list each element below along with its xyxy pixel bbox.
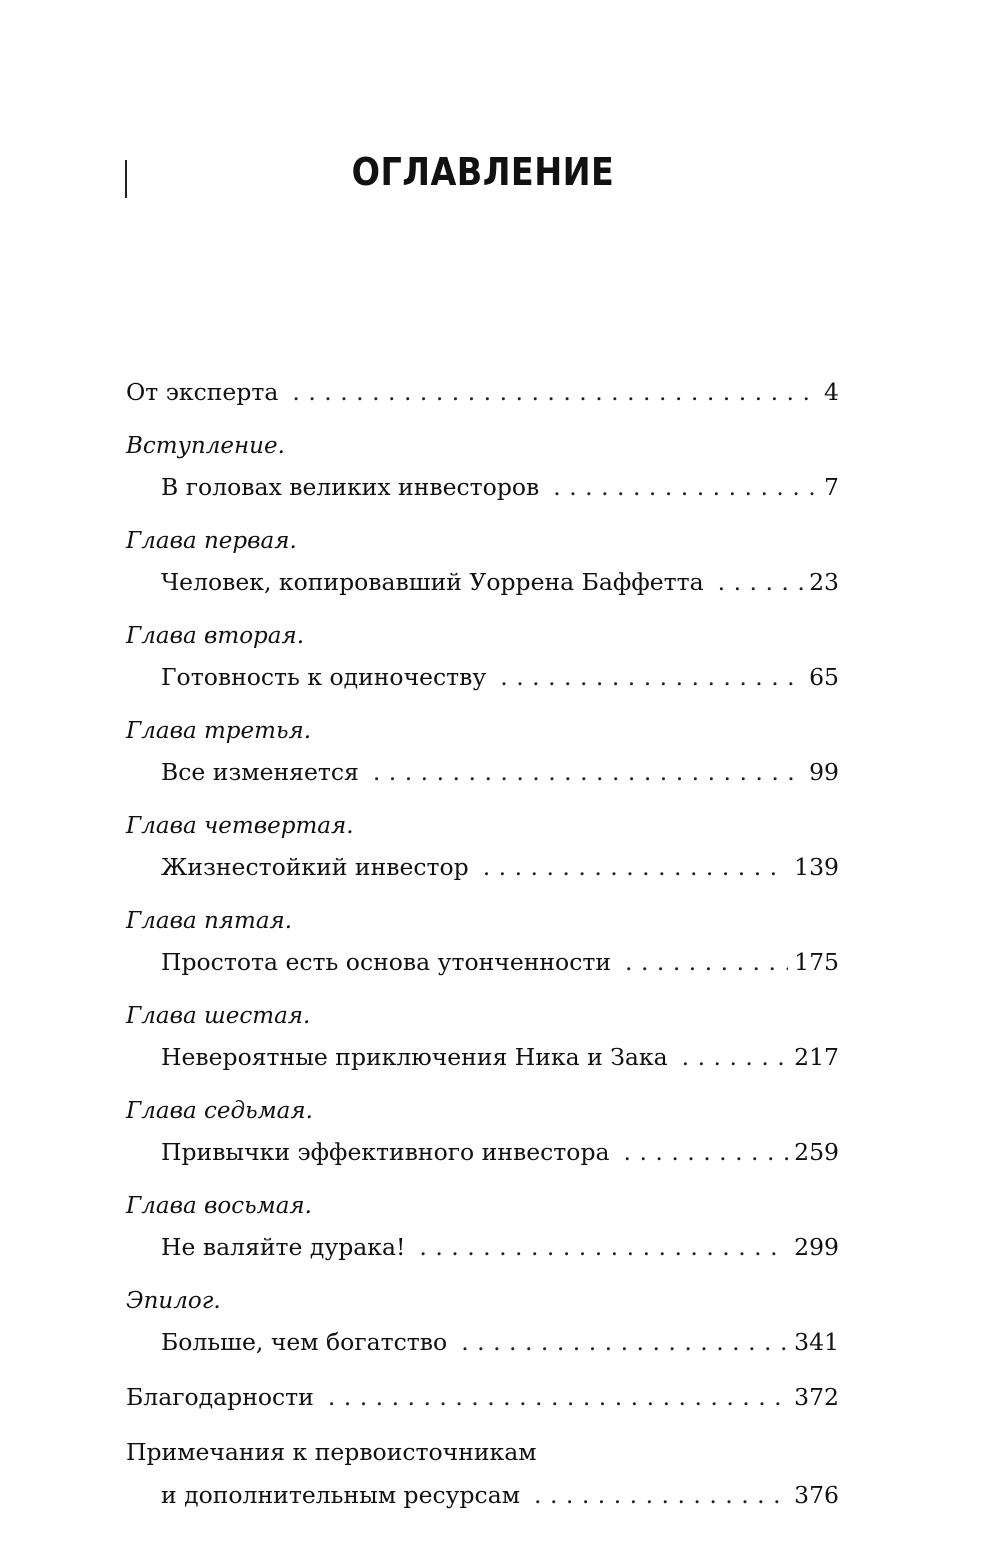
toc-entry-chapter-2[interactable] (126, 616, 839, 699)
toc-entry-label: Благодарности (126, 1383, 314, 1411)
toc-page-number: 341 (794, 1328, 839, 1356)
table-of-contents (126, 371, 839, 1529)
toc-entry-label: Привычки эффективного инвестора (161, 1138, 610, 1166)
toc-entry-label: От эксперта (126, 378, 279, 406)
toc-page-number: 23 (809, 568, 839, 596)
toc-section-label: Эпилог. (126, 1288, 221, 1314)
toc-section-label: Вступление. (126, 433, 285, 459)
leader-dots (419, 1226, 788, 1269)
toc-page-number: 217 (794, 1043, 839, 1071)
leader-dots (500, 656, 803, 699)
toc-entry-epilogue[interactable] (126, 1281, 839, 1364)
toc-entry-label: Больше, чем богатство (161, 1328, 448, 1356)
toc-page-number: 376 (794, 1481, 839, 1509)
toc-entry-label: Человек, копировавший Уоррена Баффетта (161, 568, 704, 596)
leader-dots (682, 1036, 789, 1079)
toc-section-label: Глава восьмая. (126, 1193, 312, 1219)
toc-entry-chapter-4[interactable] (126, 806, 839, 889)
toc-page-number: 175 (794, 948, 839, 976)
toc-page-number: 299 (794, 1233, 839, 1261)
page-title: ОГЛАВЛЕНИЕ (351, 150, 615, 194)
toc-section-label: Глава первая. (126, 528, 297, 554)
toc-entry-label: Готовность к одиночеству (161, 663, 487, 691)
toc-entry-chapter-1[interactable] (126, 521, 839, 604)
toc-page-number: 65 (809, 663, 839, 691)
leader-dots (328, 1376, 788, 1419)
toc-entry-expert[interactable] (126, 371, 839, 414)
toc-entry-acknowledgements[interactable] (126, 1376, 839, 1419)
toc-section-label: Глава вторая. (126, 623, 305, 649)
toc-entry-label: Примечания к первоисточникам (126, 1438, 537, 1466)
toc-section-label: Глава третья. (126, 718, 312, 744)
leader-dots (534, 1474, 788, 1517)
leader-dots (718, 561, 803, 604)
leader-dots (483, 846, 788, 889)
toc-entry-chapter-7[interactable] (126, 1091, 839, 1174)
toc-entry-label: Жизнестойкий инвестор (161, 853, 469, 881)
leader-dots (461, 1321, 788, 1364)
toc-section-label: Глава пятая. (126, 908, 293, 934)
toc-section-label: Глава четвертая. (126, 813, 354, 839)
toc-page-number: 372 (794, 1383, 839, 1411)
toc-entry-introduction[interactable] (126, 426, 839, 509)
leader-dots (625, 941, 788, 984)
leader-dots (292, 371, 818, 414)
leader-dots (373, 751, 803, 794)
toc-entry-label-continued: и дополнительным ресурсам (161, 1481, 520, 1509)
toc-entry-label: Невероятные приключения Ника и Зака (161, 1043, 668, 1071)
toc-entry-label: В головах великих инвесторов (161, 473, 540, 501)
leader-dots (553, 466, 818, 509)
toc-entry-chapter-5[interactable] (126, 901, 839, 984)
toc-entry-label: Все изменяется (161, 758, 359, 786)
toc-section-label: Глава седьмая. (126, 1098, 313, 1124)
leader-dots (624, 1131, 789, 1174)
toc-entry-notes[interactable] (126, 1431, 839, 1517)
toc-page-number: 7 (824, 473, 839, 501)
toc-entry-label: Простота есть основа утонченности (161, 948, 612, 976)
toc-page-number: 4 (824, 378, 839, 406)
toc-entry-label: Не валяйте дурака! (161, 1233, 406, 1261)
toc-page-number: 99 (809, 758, 839, 786)
toc-page-number: 259 (794, 1138, 839, 1166)
toc-entry-chapter-6[interactable] (126, 996, 839, 1079)
toc-entry-chapter-3[interactable] (126, 711, 839, 794)
toc-entry-chapter-8[interactable] (126, 1186, 839, 1269)
toc-page-number: 139 (794, 853, 839, 881)
toc-section-label: Глава шестая. (126, 1003, 311, 1029)
